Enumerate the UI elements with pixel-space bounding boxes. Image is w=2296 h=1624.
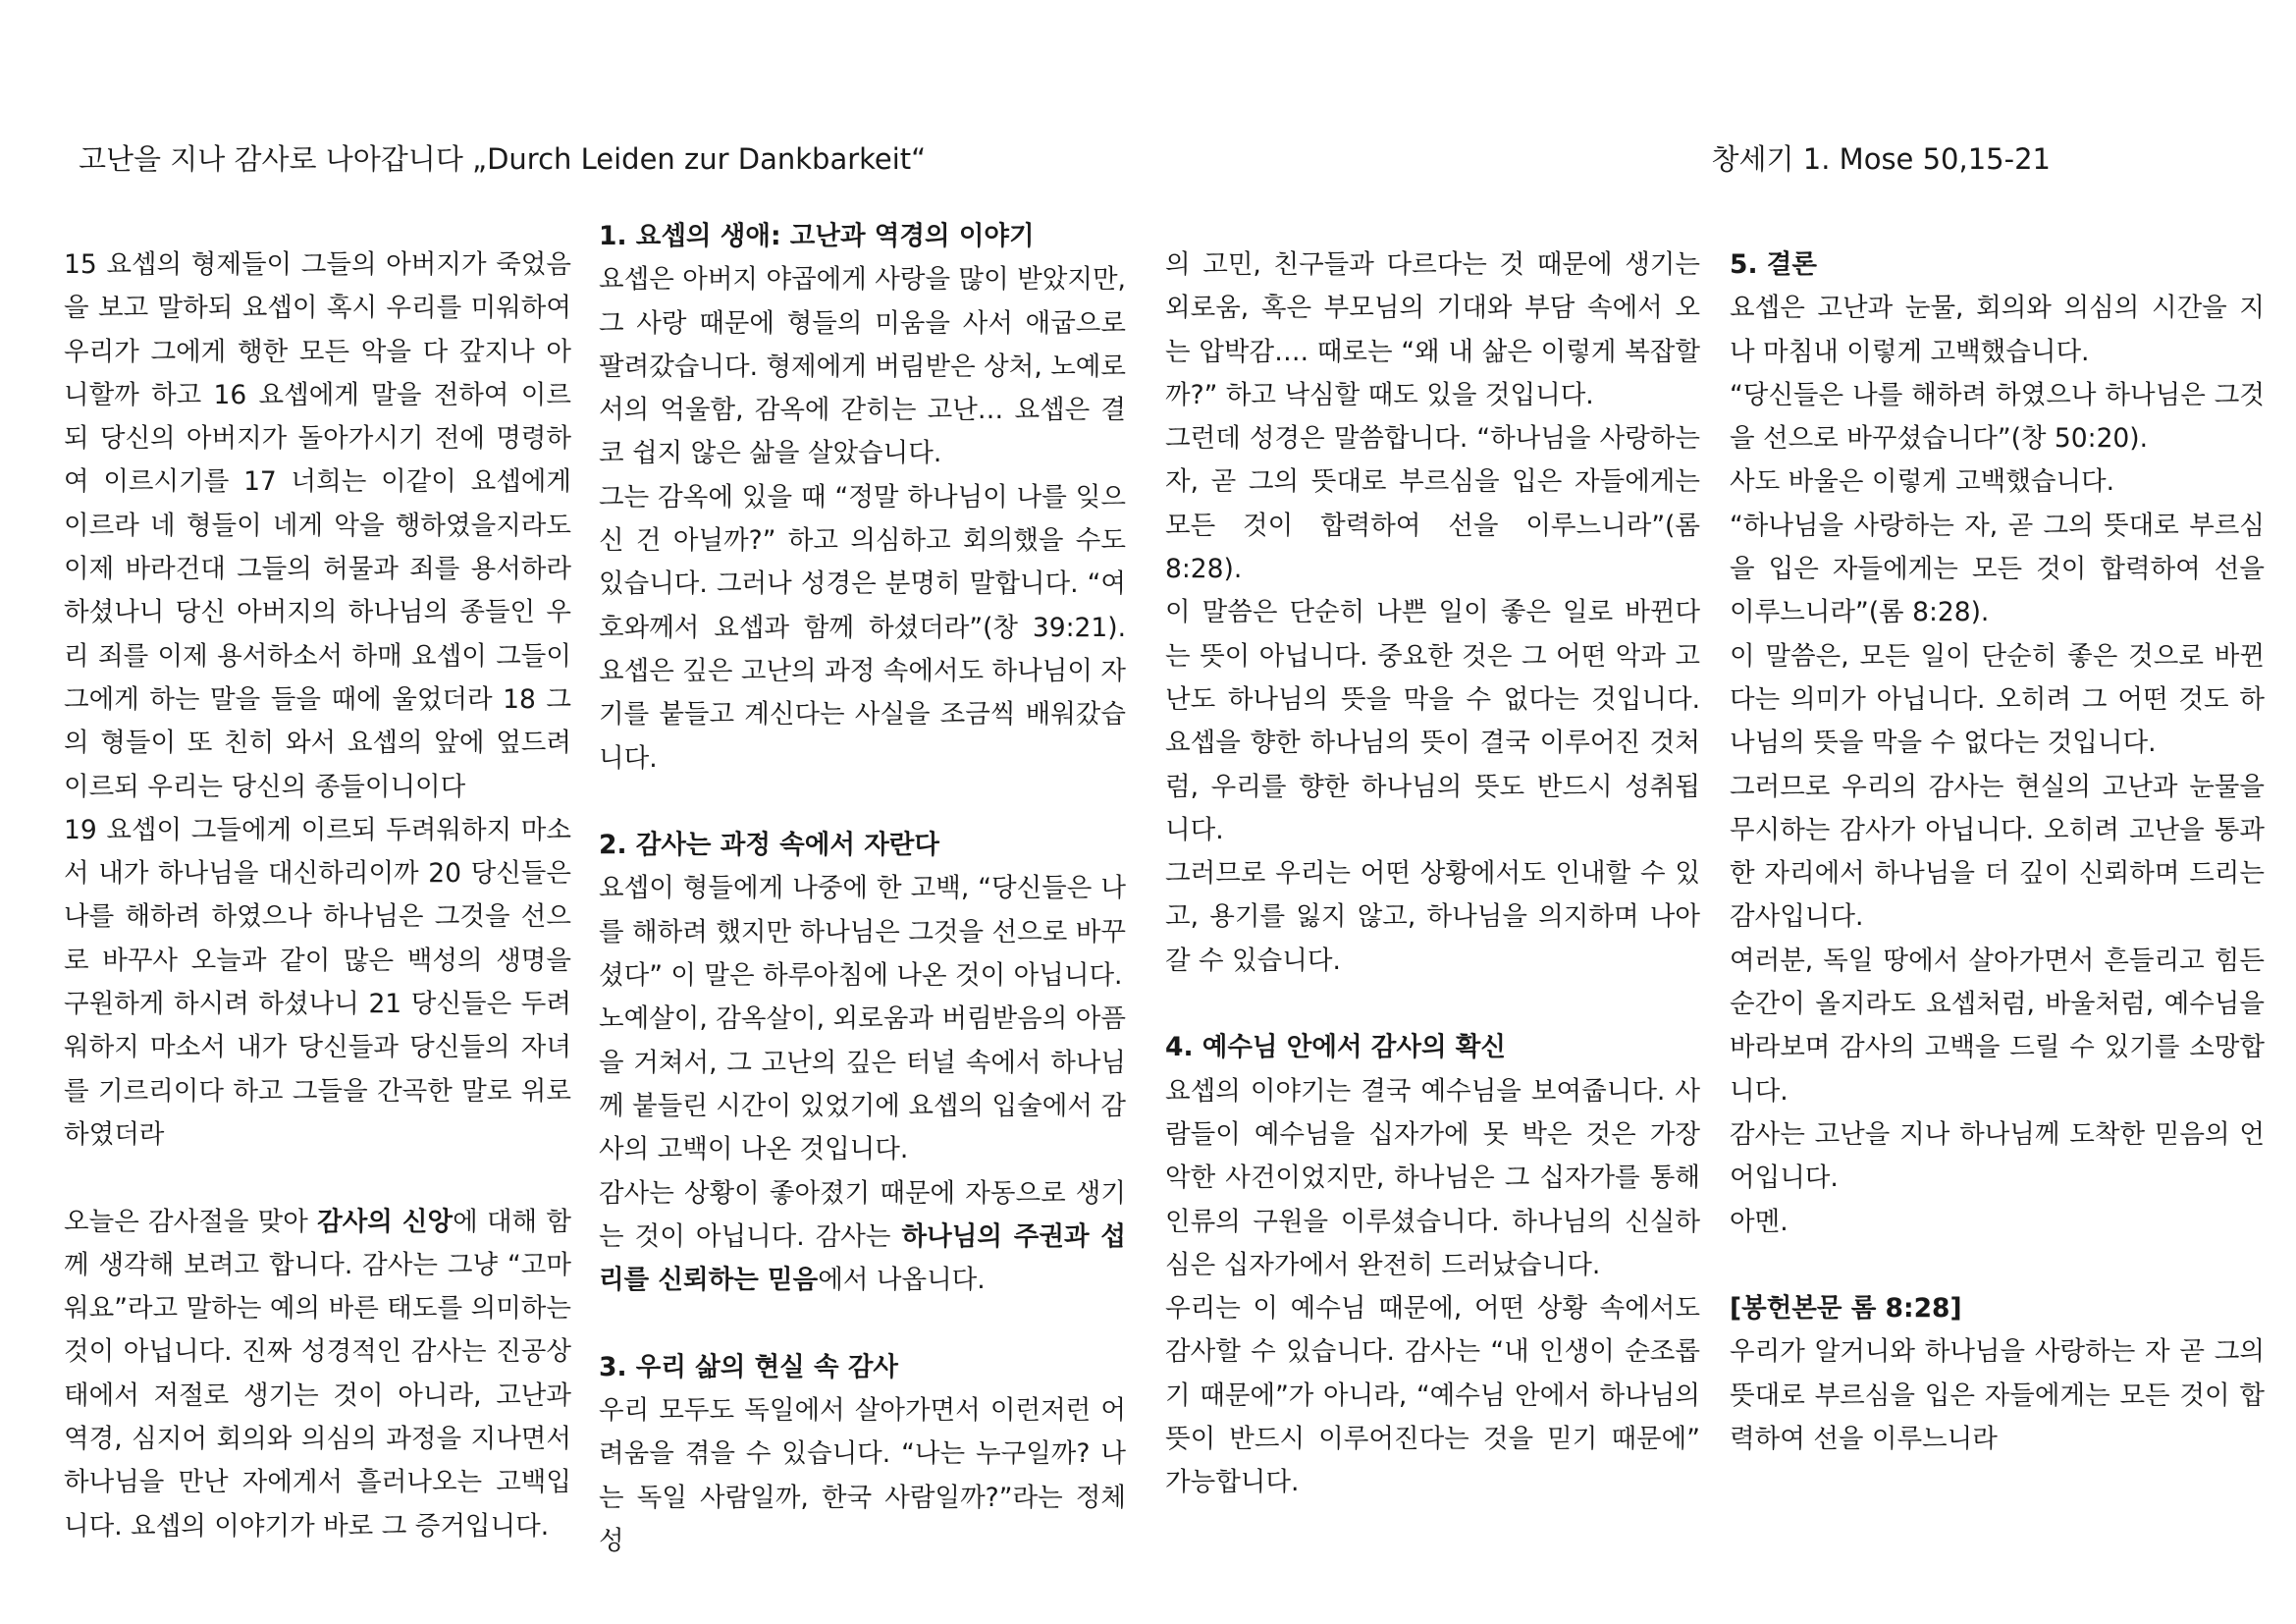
section-heading-2: 2. 감사는 과정 속에서 자란다	[599, 830, 939, 861]
spacer	[1730, 1244, 2265, 1287]
section-2-text-post: 에서 나옵니다.	[818, 1265, 986, 1296]
spacer	[64, 1157, 571, 1200]
conclusion-paragraph-4: “하나님을 사랑하는 자, 곧 그의 뜻대로 부르심을 입은 자들에게는 모든 것이 합력하여 선을 이루느니라”(롬 8:28).	[1730, 510, 2265, 628]
column-2	[599, 215, 1126, 1563]
section-1-paragraph-1: 요셉은 아버지 야곱에게 사랑을 많이 받았지만, 그 사랑 때문에 형들의 미움을 사서 애굽으로 팔려갔습니다. 형제에게 버림받은 상처, 노예로서의 억울함, 감옥에 갇히는 고난… 요셉은 결코 쉽지 않은 삶을 살았습니다.	[599, 264, 1126, 469]
section-3-paragraph-4: 이 말씀은 단순히 나쁜 일이 좋은 일로 바뀐다는 뜻이 아닙니다. 중요한 것은 그 어떤 악과 고난도 하나님의 뜻을 막을 수 없다는 것입니다. 요셉을 향한 하나님의 뜻이 결국 이루어진 것처럼, 우리를 향한 하나님의 뜻도 반드시 성취됩니다.	[1165, 597, 1700, 845]
section-3-paragraph-5: 그러므로 우리는 어떤 상황에서도 인내할 수 있고, 용기를 잃지 않고, 하나님을 의지하며 나아갈 수 있습니다.	[1165, 858, 1700, 976]
spacer	[1165, 983, 1700, 1026]
amen: 아멘.	[1730, 1206, 1789, 1237]
section-2-paragraph-3	[599, 1172, 1126, 1303]
intro-emphasis: 감사의 신앙	[317, 1206, 454, 1237]
offering-text: 우리가 알거니와 하나님을 사랑하는 자 곧 그의 뜻대로 부르심을 입은 자들에게는 모든 것이 합력하여 선을 이루느니라	[1730, 1336, 2265, 1455]
column-4	[1730, 244, 2265, 1461]
section-3-paragraph-1: 우리 모두도 독일에서 살아가면서 이런저런 어려움을 겪을 수 있습니다. “나는 누구일까? 나는 독일 사람일까, 한국 사람일까?”라는 정체성	[599, 1395, 1126, 1556]
conclusion-paragraph-8: 감사는 고난을 지나 하나님께 도착한 믿음의 언어입니다.	[1730, 1118, 2265, 1194]
section-4-paragraph-1: 요셉의 이야기는 결국 예수님을 보여줍니다. 사람들이 예수님을 십자가에 못 박은 것은 가장 악한 사건이었지만, 하나님은 그 십자가를 통해 인류의 구원을 이루셨습니다. 하나님의 신실하심은 십자가에서 완전히 드러났습니다.	[1165, 1075, 1700, 1280]
section-heading-1: 1. 요셉의 생애: 고난과 역경의 이야기	[599, 221, 1035, 251]
conclusion-paragraph-3: 사도 바울은 이렇게 고백했습니다.	[1730, 466, 2115, 498]
column-1	[64, 244, 571, 1548]
intro-text-post: 에 대해 함께 생각해 보려고 합니다. 감사는 그냥 “고마워요”라고 말하는 예의 바른 태도를 의미하는 것이 아닙니다. 진짜 성경적인 감사는 진공상태에서 저절로 생기는 것이 아니라, 고난과 역경, 심지어 회의와 의심의 과정을 지나면서 하나님을 만난 자에게서 흘러나오는 고백입니다. 요셉의 이야기가 바로 그 증거입니다.	[64, 1206, 571, 1542]
section-3-paragraph-2: 의 고민, 친구들과 다르다는 것 때문에 생기는 외로움, 혹은 부모님의 기대와 부담 속에서 오는 압박감…. 때로는 “왜 내 삶은 이렇게 복잡할까?” 하고 낙심할 때도 있을 것입니다.	[1165, 249, 1700, 410]
section-2-text-pre: 감사는 상황이 좋아졌기 때문에 자동으로 생기는 것이 아닙니다. 감사는	[599, 1177, 1126, 1252]
section-2-emphasis: 하나님의 주권과 섭리를 신뢰하는 믿음	[599, 1220, 1127, 1296]
section-heading-4: 4. 예수님 안에서 감사의 확신	[1165, 1032, 1506, 1063]
section-heading-5: 5. 결론	[1730, 249, 1817, 280]
intro-text-pre: 오늘은 감사절을 맞아	[64, 1206, 318, 1237]
column-3	[1165, 244, 1700, 1505]
spacer	[599, 1302, 1126, 1345]
section-1-paragraph-2: 그는 감옥에 있을 때 “정말 하나님이 나를 잊으신 건 아닐까?” 하고 의심하고 회의했을 수도 있습니다. 그러나 성경은 분명히 말합니다. “여호와께서 요셉과 함께 하셨더라”(창 39:21). 요셉은 깊은 고난의 과정 속에서도 하나님이 자기를 붙들고 계신다는 사실을 조금씩 배워갔습니다.	[599, 481, 1126, 774]
scripture-reference: 창세기 1. Mose 50,15-21	[1711, 142, 2051, 176]
conclusion-paragraph-7: 여러분, 독일 땅에서 살아가면서 흔들리고 힘든 순간이 올지라도 요셉처럼, 바울처럼, 예수님을 바라보며 감사의 고백을 드릴 수 있기를 소망합니다.	[1730, 945, 2265, 1107]
section-2-paragraph-2: 노예살이, 감옥살이, 외로움과 버림받음의 아픔을 거쳐서, 그 고난의 깊은 터널 속에서 하나님께 붙들린 시간이 있었기에 요셉의 입술에서 감사의 고백이 나온 것입니다.	[599, 1003, 1126, 1165]
spacer	[599, 781, 1126, 824]
scripture-passage-b: 19 요셉이 그들에게 이르되 두려워하지 마소서 내가 하나님을 대신하리이까 20 당신들은 나를 해하려 하였으나 하나님은 그것을 선으로 바꾸사 오늘과 같이 많은 백성의 생명을 구원하게 하시려 하셨나니 21 당신들은 두려워하지 마소서 내가 당신들과 당신들의 자녀를 기르리이다 하고 그들을 간곡한 말로 위로하였더라	[64, 814, 571, 1150]
sermon-title: 고난을 지나 감사로 나아갑니다 „Durch Leiden zur Dankbarkeit“	[79, 142, 927, 176]
conclusion-paragraph-6: 그러므로 우리의 감사는 현실의 고난과 눈물을 무시하는 감사가 아닙니다. 오히려 고난을 통과한 자리에서 하나님을 더 깊이 신뢰하며 드리는 감사입니다.	[1730, 771, 2265, 933]
section-3-paragraph-3: 그런데 성경은 말씀합니다. “하나님을 사랑하는 자, 곧 그의 뜻대로 부르심을 입은 자들에게는 모든 것이 합력하여 선을 이루느니라”(롬 8:28).	[1165, 423, 1700, 585]
header	[79, 137, 2051, 181]
offering-heading: [봉헌본문 롬 8:28]	[1730, 1293, 1962, 1325]
conclusion-paragraph-1: 요셉은 고난과 눈물, 회의와 의심의 시간을 지나 마침내 이렇게 고백했습니다.	[1730, 293, 2265, 367]
conclusion-paragraph-5: 이 말씀은, 모든 일이 단순히 좋은 것으로 바뀐다는 의미가 아닙니다. 오히려 그 어떤 것도 하나님의 뜻을 막을 수 없다는 것입니다.	[1730, 640, 2265, 759]
section-heading-3: 3. 우리 삶의 현실 속 감사	[599, 1351, 899, 1382]
intro-paragraph	[64, 1201, 571, 1548]
scripture-passage-a: 15 요셉의 형제들이 그들의 아버지가 죽었음을 보고 말하되 요셉이 혹시 우리를 미워하여 우리가 그에게 행한 모든 악을 다 갚지나 아니할까 하고 16 요셉에게 말을 전하여 이르되 당신의 아버지가 돌아가시기 전에 명령하여 이르시기를 17 너희는 이같이 요셉에게 이르라 네 형들이 네게 악을 행하였을지라도 이제 바라건대 그들의 허물과 죄를 용서하라 하셨나니 당신 아버지의 하나님의 종들인 우리 죄를 이제 용서하소서 하매 요셉이 그들이 그에게 하는 말을 들을 때에 울었더라 18 그의 형들이 또 친히 와서 요셉의 앞에 엎드려 이르되 우리는 당신의 종들이니이다	[64, 249, 571, 802]
section-2-paragraph-1: 요셉이 형들에게 나중에 한 고백, “당신들은 나를 해하려 했지만 하나님은 그것을 선으로 바꾸셨다” 이 말은 하루아침에 나온 것이 아닙니다.	[599, 873, 1126, 992]
section-4-paragraph-2: 우리는 이 예수님 때문에, 어떤 상황 속에서도 감사할 수 있습니다. 감사는 “내 인생이 순조롭기 때문에”가 아니라, “예수님 안에서 하나님의 뜻이 반드시 이루어진다는 것을 믿기 때문에” 가능합니다.	[1165, 1293, 1700, 1498]
conclusion-paragraph-2: “당신들은 나를 해하려 하였으나 하나님은 그것을 선으로 바꾸셨습니다”(창 50:20).	[1730, 379, 2265, 455]
